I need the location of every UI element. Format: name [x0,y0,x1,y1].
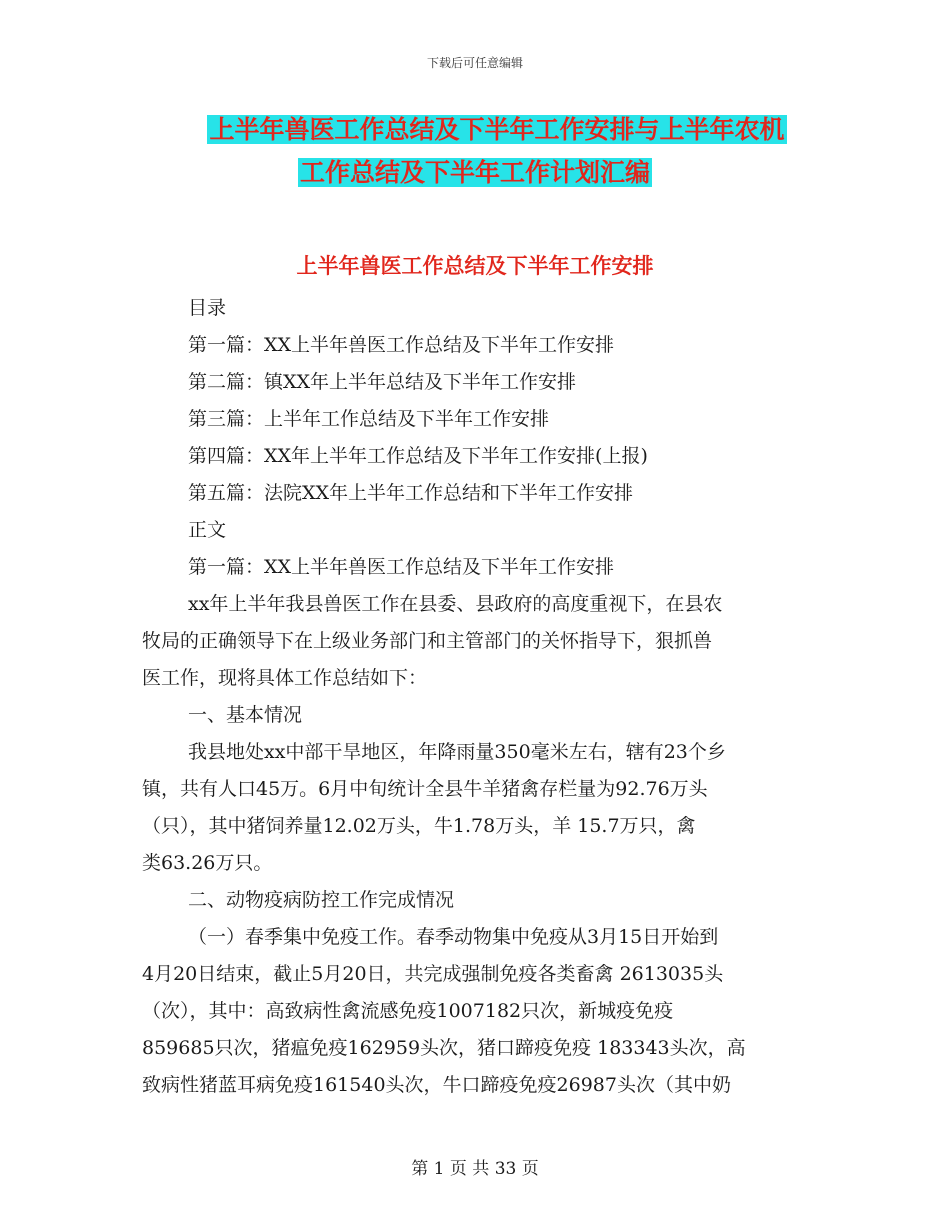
paragraph-line: （次），其中：高致病性禽流感免疫1007182只次，新城疫免疫 [142,1000,674,1022]
main-text-label: 正文 [188,519,227,541]
toc-item: 第三篇：上半年工作总结及下半年工作安排 [188,408,550,430]
paragraph-line: 类63.26万只。 [142,852,273,874]
main-title-line-2 [0,155,950,191]
toc-item: 第二篇：镇XX年上半年总结及下半年工作安排 [188,371,577,393]
main-title-line-1-text: 上半年兽医工作总结及下半年工作安排与上半年农机 [209,115,785,144]
section-heading: 二、动物疫病防控工作完成情况 [188,889,455,911]
paragraph-line: xx年上半年我县兽医工作在县委、县政府的高度重视下，在县农 [188,593,723,615]
toc-item: 第五篇：法院XX年上半年工作总结和下半年工作安排 [188,482,634,504]
paragraph-line: 4月20日结束，截止5月20日，共完成强制免疫各类畜禽 2613035头 [142,963,724,985]
header-note: 下载后可任意编辑 [426,56,523,70]
paragraph-line: 医工作，现将具体工作总结如下： [142,667,428,689]
paragraph-line: 致病性猪蓝耳病免疫161540头次，牛口蹄疫免疫26987头次（其中奶 [142,1074,731,1096]
toc-heading: 目录 [188,297,227,319]
paragraph-line: 我县地处xx中部干旱地区，年降雨量350毫米左右，辖有23个乡 [188,741,726,763]
section-heading: 一、基本情况 [188,704,303,726]
section-subtitle: 上半年兽医工作总结及下半年工作安排 [296,254,654,278]
body-text [142,290,808,1104]
toc-item: 第一篇：XX上半年兽医工作总结及下半年工作安排 [188,334,615,356]
paragraph-line: （一）春季集中免疫工作。春季动物集中免疫从3月15日开始到 [188,926,719,948]
paragraph-line: 镇，共有人口45万。6月中旬统计全县牛羊猪禽存栏量为92.76万头 [142,778,708,800]
chapter-title: 第一篇：XX上半年兽医工作总结及下半年工作安排 [188,556,615,578]
toc-item: 第四篇：XX年上半年工作总结及下半年工作安排(上报) [188,445,648,467]
page-number-footer: 第 1 页 共 33 页 [411,1159,539,1179]
main-title-line-2-text: 工作总结及下半年工作计划汇编 [299,158,650,187]
paragraph-line: 牧局的正确领导下在上级业务部门和主管部门的关怀指导下，狠抓兽 [142,630,713,652]
main-title-line-1 [22,112,950,148]
paragraph-line: 859685只次，猪瘟免疫162959头次，猪口蹄疫免疫 183343头次，高 [142,1037,746,1059]
paragraph-line: （只），其中猪饲养量12.02万头，牛1.78万头，羊 15.7万只，禽 [142,815,696,837]
